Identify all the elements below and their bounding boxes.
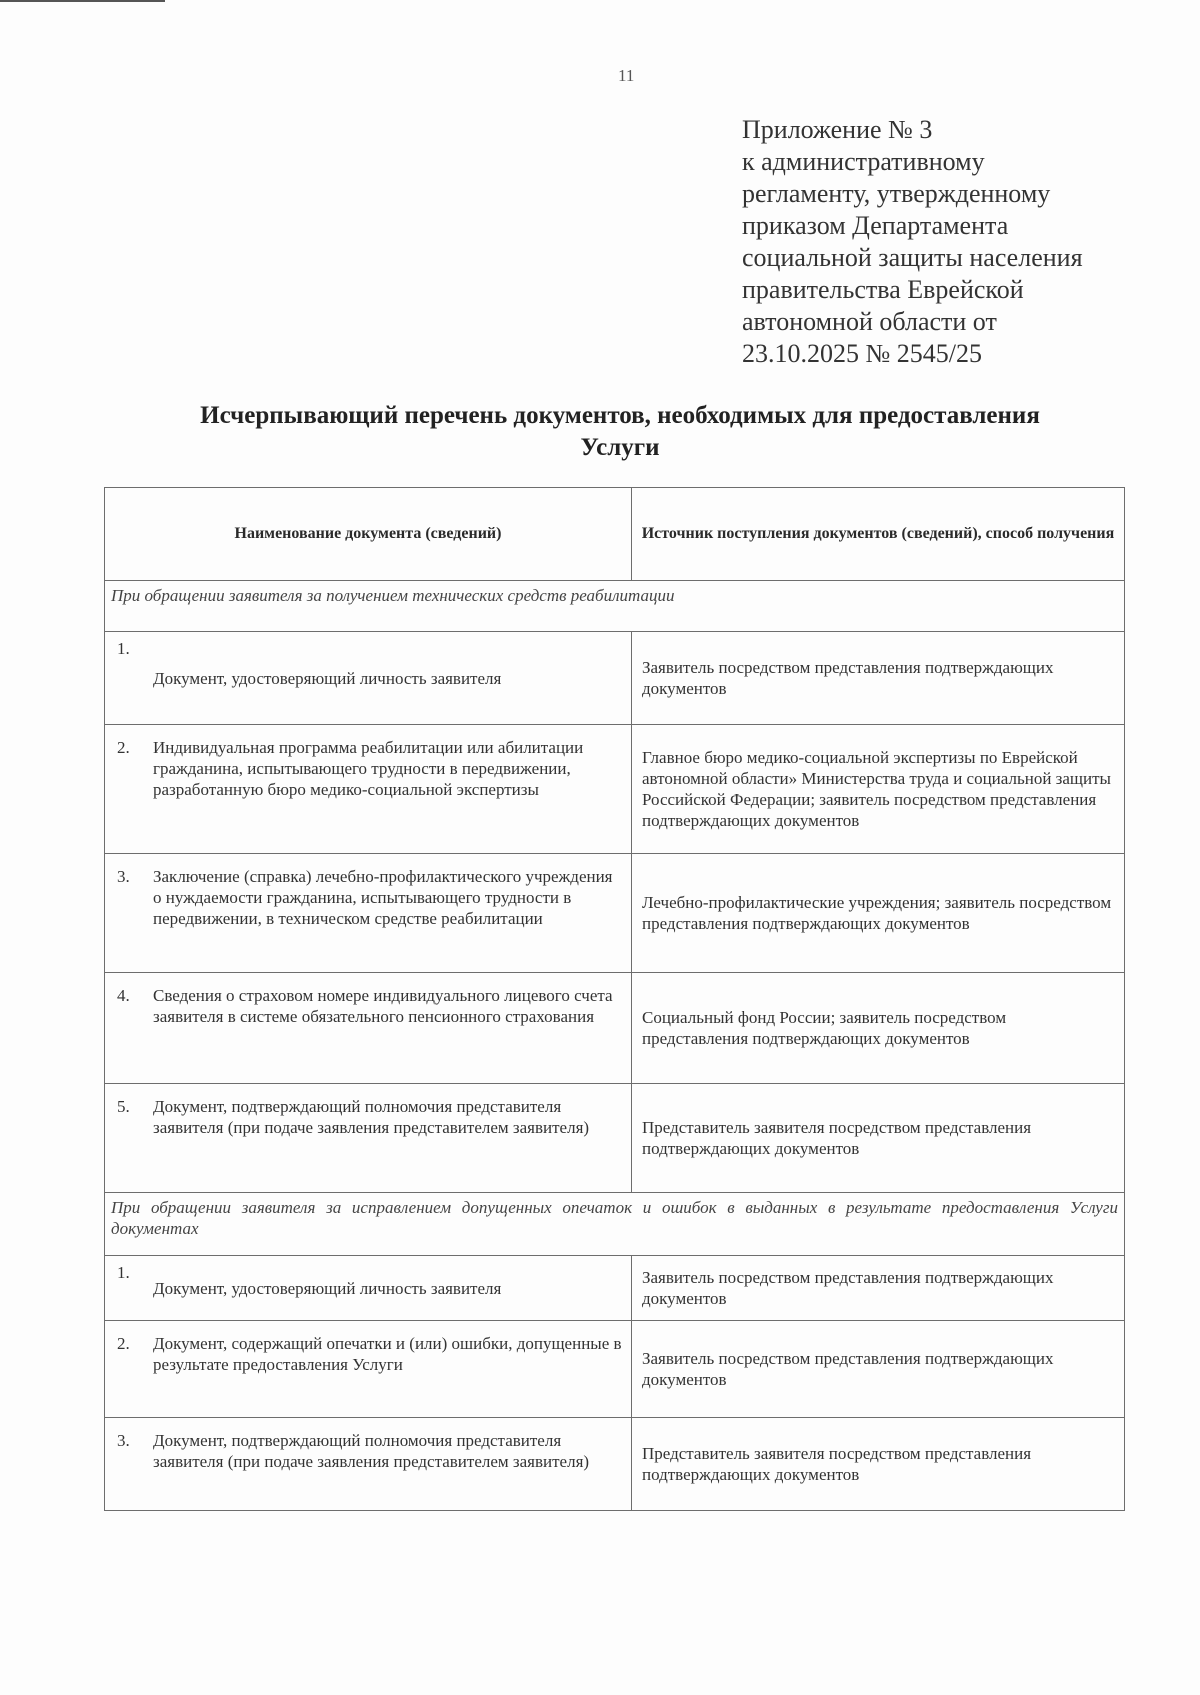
source-cell: Заявитель посредством представления подтверждающих документов	[632, 632, 1125, 725]
document-text: Документ, удостоверяющий личность заявителя	[153, 668, 502, 688]
table-row	[105, 632, 1125, 725]
row-number: 3.	[117, 1431, 130, 1450]
document-cell	[105, 854, 632, 973]
document-cell	[105, 1321, 632, 1418]
document-cell	[105, 1418, 632, 1511]
appendix-line: Приложение № 3	[742, 115, 933, 144]
table-row	[105, 1321, 1125, 1418]
scan-edge-line	[0, 0, 165, 2]
appendix-line: регламенту, утвержденному	[742, 179, 1051, 208]
document-title	[130, 400, 1110, 464]
source-cell: Лечебно-профилактические учреждения; заявитель посредством представления подтверждающих документов	[632, 854, 1125, 973]
appendix-line: автономной области от	[742, 307, 997, 336]
table-row	[105, 1084, 1125, 1193]
document-text: Индивидуальная программа реабилитации или абилитации гражданина, испытывающего трудности в передвижении, разработанную бюро медико-социальной экспертизы	[153, 738, 584, 799]
appendix-line: приказом Департамента	[742, 211, 1009, 240]
document-cell	[105, 1084, 632, 1193]
source-cell: Главное бюро медико-социальной экспертизы по Еврейской автономной области» Министерства труда и социальной защиты Российской Федерации; заявитель посредством представления подтверждающих документов	[632, 725, 1125, 854]
documents-table	[104, 487, 1125, 1511]
source-cell: Заявитель посредством представления подтверждающих документов	[632, 1321, 1125, 1418]
document-cell	[105, 973, 632, 1084]
documents-table-wrapper	[104, 487, 1124, 1511]
document-text: Документ, удостоверяющий личность заявителя	[153, 1278, 502, 1298]
document-text: Заключение (справка) лечебно-профилактического учреждения о нуждаемости гражданина, испытывающего трудности в передвижении, в техническом средстве реабилитации	[153, 867, 613, 928]
row-number: 2.	[117, 738, 130, 757]
document-title-line: Услуги	[580, 434, 660, 461]
row-number: 3.	[117, 867, 130, 886]
row-number: 2.	[117, 1334, 130, 1353]
table-row	[105, 973, 1125, 1084]
document-text: Документ, подтверждающий полномочия представителя заявителя (при подаче заявления представителем заявителя)	[153, 1097, 590, 1137]
appendix-line: 23.10.2025 № 2545/25	[742, 339, 983, 368]
document-title-line: Исчерпывающий перечень документов, необходимых для предоставления	[200, 402, 1040, 429]
document-text: Документ, содержащий опечатки и (или) ошибки, допущенные в результате предоставления Услуги	[153, 1334, 622, 1374]
document-text: Сведения о страховом номере индивидуального лицевого счета заявителя в системе обязательного пенсионного страхования	[153, 986, 613, 1026]
appendix-line: социальной защиты населения	[742, 243, 1083, 272]
source-cell: Заявитель посредством представления подтверждающих документов	[632, 1256, 1125, 1321]
table-header-row	[105, 488, 1125, 581]
source-cell: Социальный фонд России; заявитель посредством представления подтверждающих документов	[632, 973, 1125, 1084]
appendix-line: к административному	[742, 147, 985, 176]
section-header-row	[105, 1193, 1125, 1256]
table-row	[105, 1256, 1125, 1321]
table-row	[105, 725, 1125, 854]
source-cell: Представитель заявителя посредством представления подтверждающих документов	[632, 1084, 1125, 1193]
document-cell	[105, 725, 632, 854]
document-cell	[105, 632, 632, 725]
header-document-source: Источник поступления документов (сведений), способ получения	[632, 488, 1125, 581]
section-title: При обращении заявителя за получением технических средств реабилитации	[105, 581, 1125, 632]
header-document-name: Наименование документа (сведений)	[105, 488, 632, 581]
table-row	[105, 1418, 1125, 1511]
page-number: 11	[618, 66, 635, 85]
section-header-row	[105, 581, 1125, 632]
table-row	[105, 854, 1125, 973]
appendix-header	[742, 114, 1162, 370]
section-title: При обращении заявителя за исправлением допущенных опечаток и ошибок в выданных в результате предоставления Услуги документах	[105, 1193, 1125, 1256]
document-cell	[105, 1256, 632, 1321]
row-number: 5.	[117, 1097, 130, 1116]
row-number: 4.	[117, 986, 130, 1005]
source-cell: Представитель заявителя посредством представления подтверждающих документов	[632, 1418, 1125, 1511]
row-number: 1.	[117, 639, 130, 658]
appendix-line: правительства Еврейской	[742, 275, 1024, 304]
document-text: Документ, подтверждающий полномочия представителя заявителя (при подаче заявления представителем заявителя)	[153, 1431, 590, 1471]
row-number: 1.	[117, 1263, 130, 1282]
